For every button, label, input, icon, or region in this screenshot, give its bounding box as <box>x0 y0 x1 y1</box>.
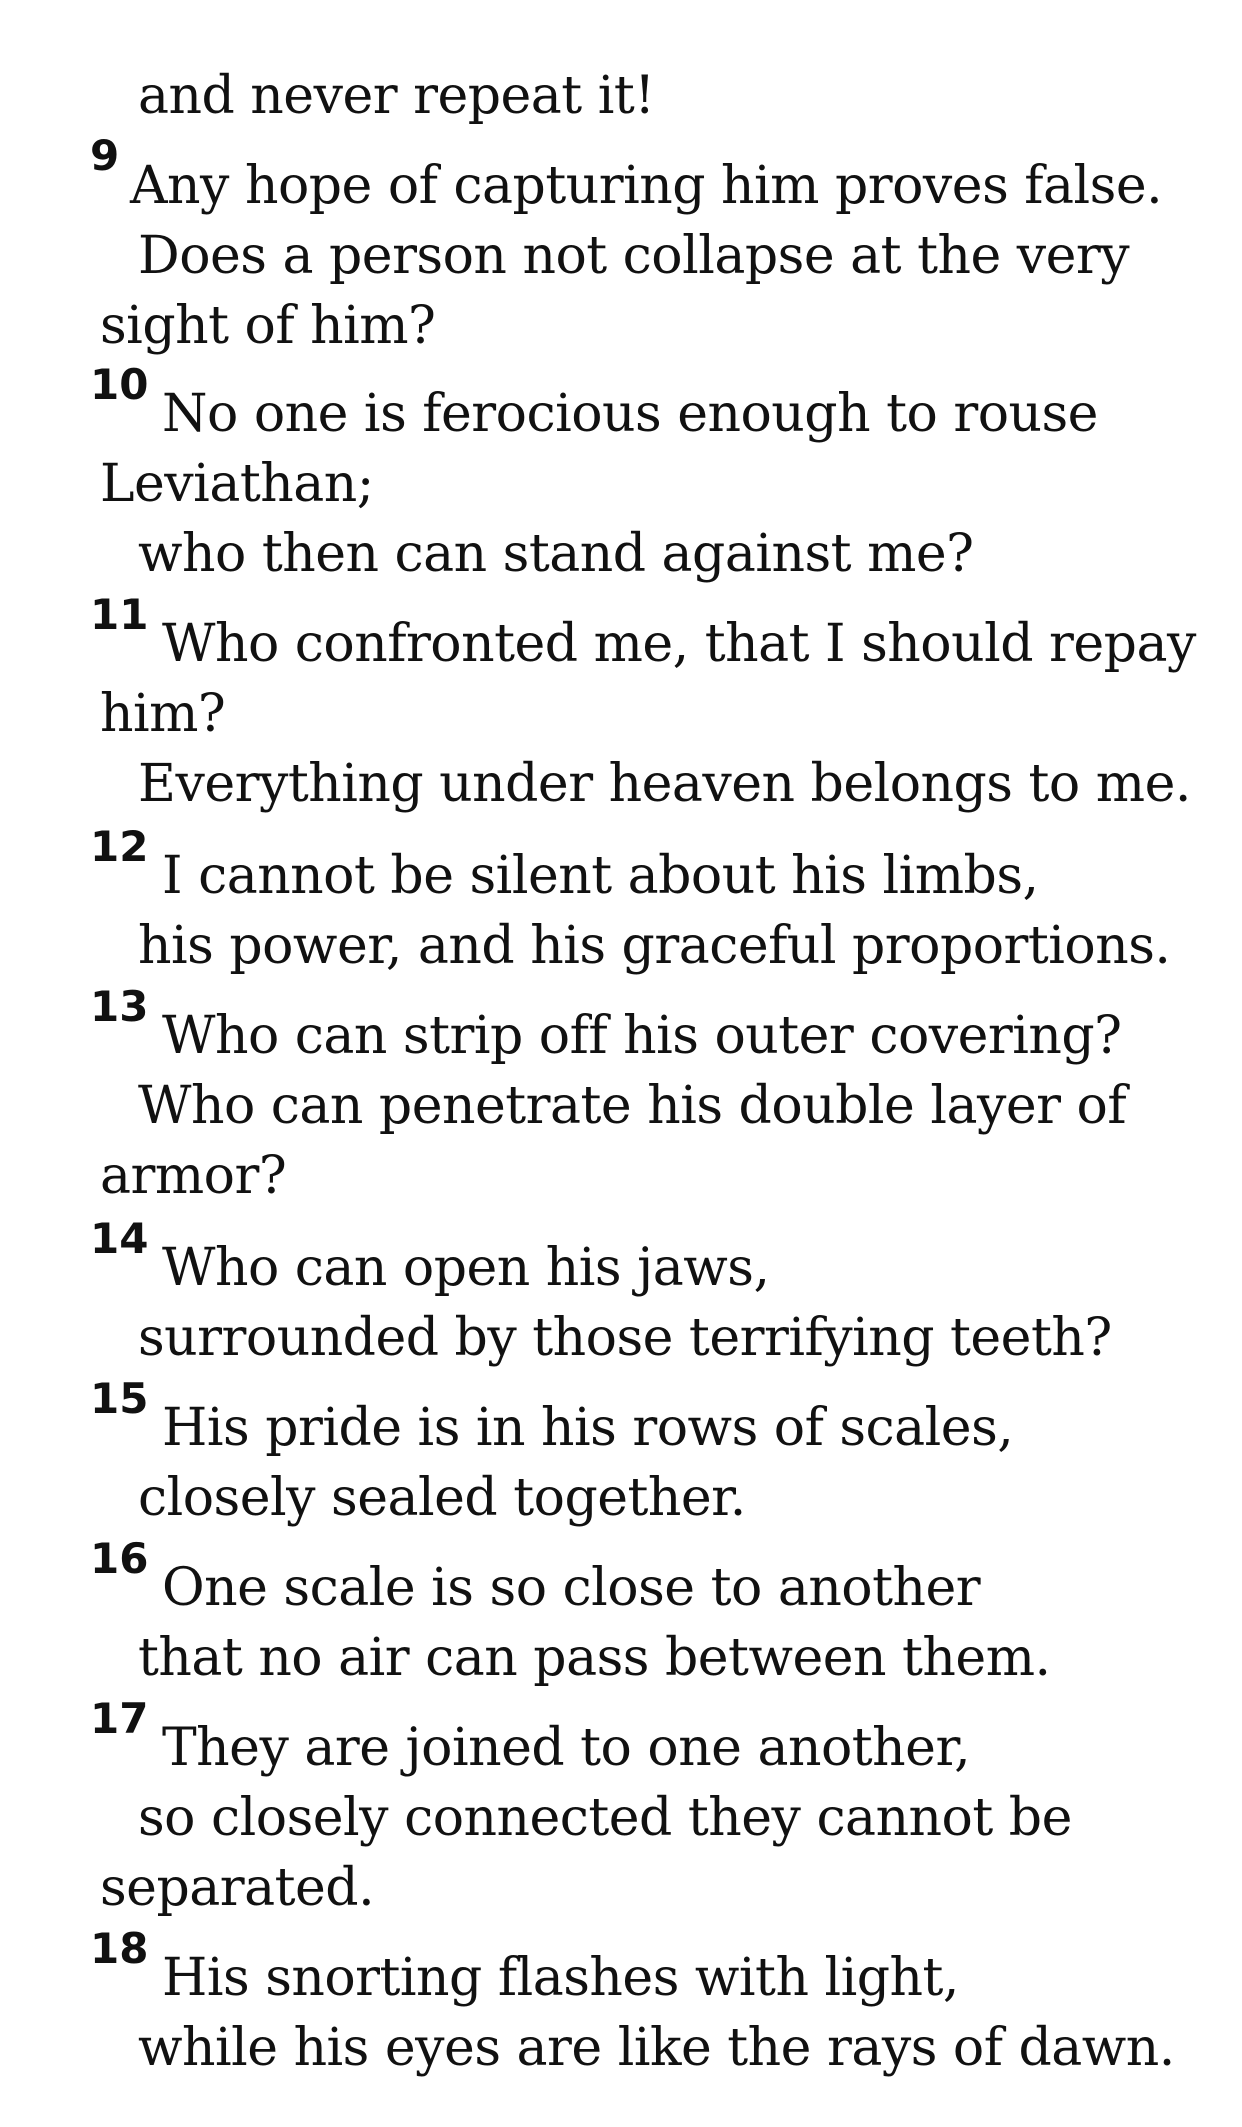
verse-line: surrounded by those terrifying teeth? <box>138 1308 1112 1368</box>
opening-line: and never repeat it! <box>138 66 655 126</box>
verse-line: Who confronted me, that I should repay <box>162 614 1196 674</box>
verse-line: Everything under heaven belongs to me. <box>138 754 1191 814</box>
verse-line: who then can stand against me? <box>138 524 974 584</box>
verse-line: sight of him? <box>100 296 436 356</box>
verse-line: Leviathan; <box>100 454 374 514</box>
verse-line: while his eyes are like the rays of dawn. <box>138 2018 1175 2078</box>
verse-number: 14 <box>90 1214 149 1263</box>
verse-number: 16 <box>90 1534 149 1583</box>
verse-line: that no air can pass between them. <box>138 1628 1051 1688</box>
verse-number: 12 <box>90 822 149 871</box>
verse-number: 11 <box>90 590 149 639</box>
verse-number: 13 <box>90 982 149 1031</box>
verse-line: Does a person not collapse at the very <box>138 226 1130 286</box>
verse-line: so closely connected they cannot be <box>138 1788 1072 1848</box>
verse-line: separated. <box>100 1858 375 1918</box>
verse-line: Who can penetrate his double layer of <box>138 1076 1127 1136</box>
verse-line: him? <box>100 684 226 744</box>
verse-number: 15 <box>90 1374 149 1423</box>
verse-line: armor? <box>100 1146 287 1206</box>
verse-number: 17 <box>90 1694 149 1743</box>
verse-line: his power, and his graceful proportions. <box>138 916 1171 976</box>
verse-number: 10 <box>90 360 149 409</box>
verse-line: Who can open his jaws, <box>162 1238 770 1298</box>
verse-line: They are joined to one another, <box>162 1718 971 1778</box>
verse-number: 9 <box>90 131 120 180</box>
verse-line: Any hope of capturing him proves false. <box>130 156 1163 216</box>
verse-line: One scale is so close to another <box>162 1558 981 1618</box>
verse-line: I cannot be silent about his limbs, <box>162 846 1039 906</box>
verse-line: closely sealed together. <box>138 1468 746 1528</box>
verse-line: His pride is in his rows of scales, <box>162 1398 1014 1458</box>
verse-line: Who can strip off his outer covering? <box>162 1006 1122 1066</box>
verse-line: No one is ferocious enough to rouse <box>162 384 1098 444</box>
verse-line: His snorting flashes with light, <box>162 1948 959 2008</box>
verse-number: 18 <box>90 1924 149 1973</box>
